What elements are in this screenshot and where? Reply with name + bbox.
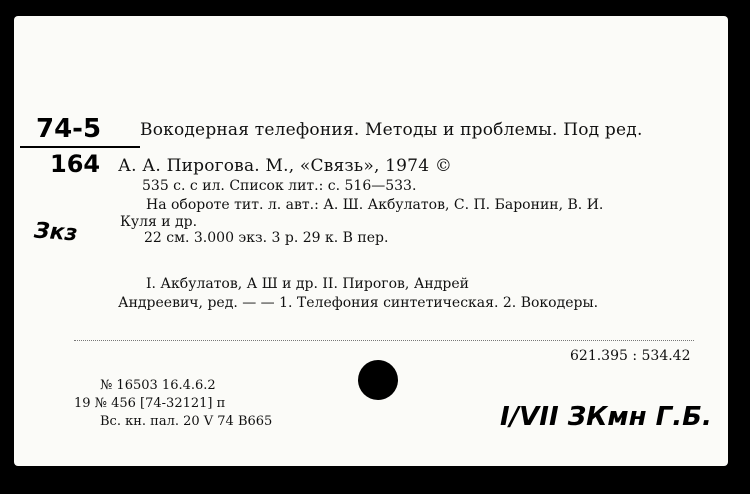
title-line-1: Вокодерная телефония. Методы и проблемы. Под ред. <box>140 120 643 140</box>
catalog-card <box>14 16 728 466</box>
card-punch-hole <box>358 360 398 400</box>
registration-line-3: Вс. кн. пал. 20 V 74 В665 <box>100 414 273 429</box>
registration-line-1: № 16503 16.4.6.2 <box>100 378 216 393</box>
physical-line: 22 см. 3.000 экз. 3 р. 29 к. В пер. <box>144 230 389 246</box>
shelf-mark-top: 74-5 <box>36 114 102 144</box>
tracing-line-2: Андреевич, ред. — — 1. Телефония синтетическая. 2. Вокодеры. <box>118 295 599 311</box>
dotted-separator <box>74 340 694 341</box>
verso-line-2: Куля и др. <box>120 214 198 230</box>
classification-index: 621.395 : 534.42 <box>570 348 691 364</box>
tracing-line-1: I. Акбулатов, А Ш и др. II. Пирогов, Андрей <box>146 276 469 292</box>
verso-line: На обороте тит. л. авт.: А. Ш. Акбулатов, С. П. Баронин, В. И. <box>146 197 604 213</box>
shelf-mark-rule <box>20 146 140 148</box>
margin-handwritten-note: Зкз <box>33 218 79 247</box>
shelf-mark-bottom: 164 <box>50 150 101 178</box>
pages-line: 535 с. с ил. Список лит.: с. 516—533. <box>142 178 417 194</box>
registration-line-2: 19 № 456 [74-32121] п <box>74 396 226 411</box>
handwritten-bottom-note: I/VII ЗКмн Г.Б. <box>500 402 712 432</box>
title-line-2: А. А. Пирогова. М., «Связь», 1974 © <box>118 156 453 176</box>
